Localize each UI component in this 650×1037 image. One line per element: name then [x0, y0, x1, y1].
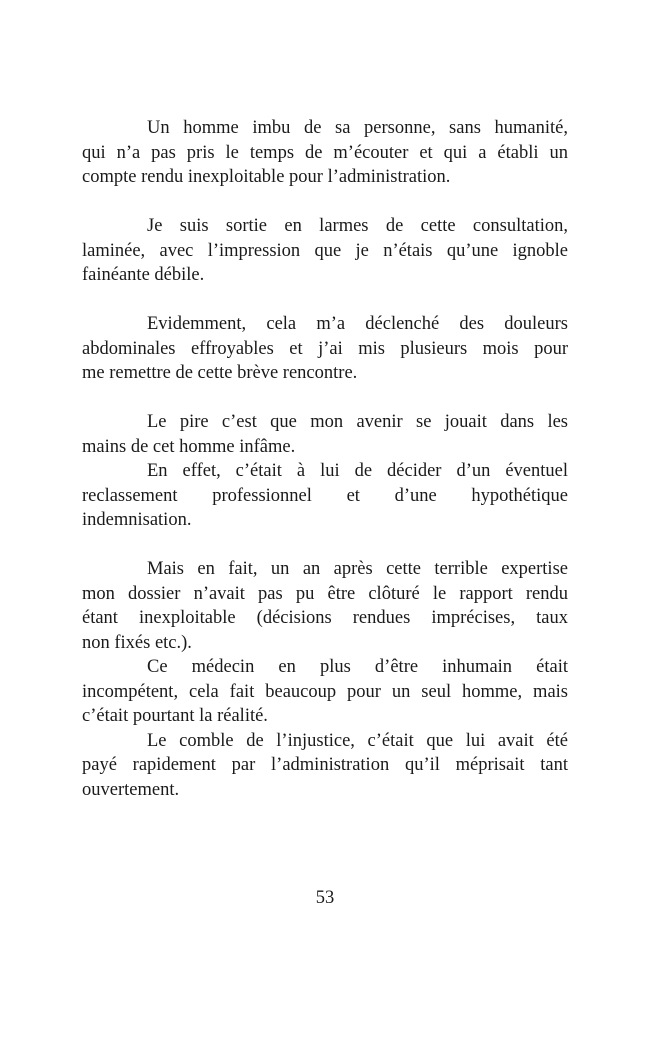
paragraph	[82, 116, 568, 190]
text-line: reclassement professionnel et d’une hypothétique	[82, 485, 568, 506]
paragraph	[82, 410, 568, 459]
paragraph	[82, 729, 568, 803]
text-line: abdominales effroyables et j’ai mis plusieurs mois pour	[82, 338, 568, 359]
text-line: Le pire c’est que mon avenir se jouait dans les	[147, 412, 568, 432]
text-line: incompétent, cela fait beaucoup pour un seul homme, mais	[82, 681, 568, 702]
text-line: En effet, c’était à lui de décider d’un éventuel	[147, 461, 568, 481]
paragraph	[82, 557, 568, 655]
text-line: payé rapidement par l’administration qu’il méprisait tant	[82, 755, 568, 775]
paragraph	[82, 214, 568, 288]
text-line: fainéante débile.	[82, 265, 205, 285]
text-line: Mais en fait, un an après cette terrible expertise	[147, 559, 568, 579]
page-text	[82, 116, 568, 802]
text-line: Je suis sortie en larmes de cette consultation,	[147, 216, 568, 236]
text-line: étant inexploitable (décisions rendues imprécises, taux	[82, 608, 568, 628]
text-line: laminée, avec l’impression que je n’étais qu’une ignoble	[82, 240, 568, 261]
text-line: c’était pourtant la réalité.	[82, 706, 268, 726]
page-number: 53	[315, 888, 335, 908]
text-line: non fixés etc.).	[82, 632, 192, 653]
text-line: ouvertement.	[82, 779, 180, 800]
text-line: Evidemment, cela m’a déclenché des douleurs	[147, 314, 568, 334]
paragraph	[82, 655, 568, 729]
text-line: mon dossier n’avait pas pu être clôturé le rapport rendu	[82, 583, 568, 604]
text-line: indemnisation.	[82, 510, 192, 530]
text-line: compte rendu inexploitable pour l’administration.	[82, 167, 451, 187]
text-line: qui n’a pas pris le temps de m’écouter et qui a établi un	[82, 142, 568, 163]
paragraph	[82, 459, 568, 533]
text-line: Ce médecin en plus d’être inhumain était	[147, 657, 568, 677]
text-line: Un homme imbu de sa personne, sans humanité,	[147, 118, 568, 138]
text-line: me remettre de cette brève rencontre.	[82, 363, 358, 383]
text-line: Le comble de l’injustice, c’était que lui avait été	[147, 730, 568, 751]
text-line: mains de cet homme infâme.	[82, 436, 296, 457]
paragraph	[82, 312, 568, 386]
